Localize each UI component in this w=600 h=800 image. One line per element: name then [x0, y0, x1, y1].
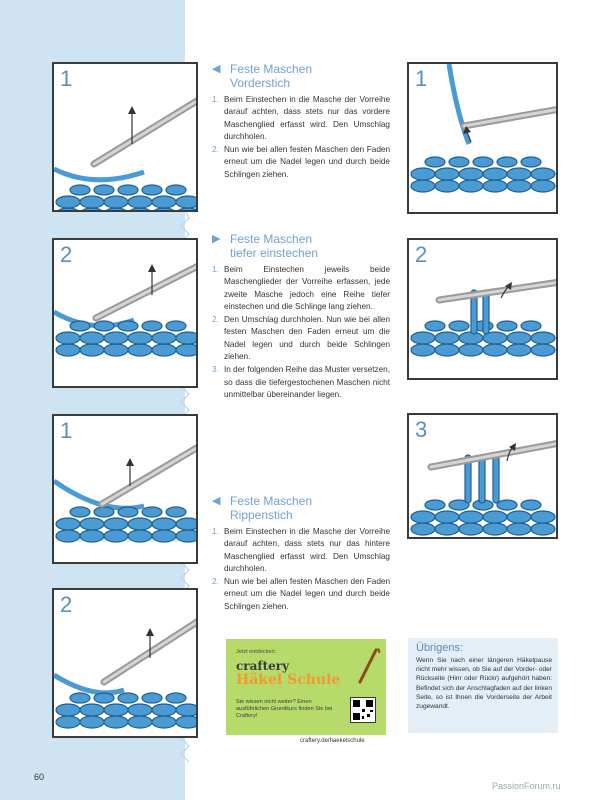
- illustration-panel-right-3: [407, 413, 558, 539]
- list-text: Den Umschlag durchholen. Nun wie bei allen festen Maschen den Faden erneut um die Nadel legen und durch beide Schlingen ziehen.: [224, 315, 390, 362]
- list-number: 2.: [212, 315, 219, 325]
- list-text: Nun wie bei allen festen Maschen den Faden erneut um die Nadel legen und durch beide Schlingen ziehen.: [224, 577, 390, 611]
- step-number: 2: [415, 242, 428, 267]
- list-item: [212, 94, 390, 143]
- list-number: 2.: [212, 145, 219, 155]
- section-title-line-2: Vorderstich: [230, 76, 291, 90]
- list-item: [212, 144, 390, 181]
- section-title: [212, 494, 390, 522]
- list-number: 1.: [212, 95, 219, 104]
- page-number: 60: [34, 772, 45, 782]
- arrow-right-icon: ▶: [212, 233, 221, 245]
- arrow-left-icon: ◀: [212, 63, 221, 75]
- section-rippenstich: [212, 494, 390, 614]
- section-title-line-1: Feste Maschen: [230, 232, 313, 246]
- list-text: Beim Einstechen in die Masche der Vorreihe darauf achten, dass stets nur das vordere Maschenglied erfasst wird. Den Umschlag durchholen.: [224, 95, 390, 141]
- promo-description: Sie wissen nicht weiter? Einen ausführlichen Grundkurs finden Sie bei Craftery!: [236, 699, 333, 719]
- note-title: Übrigens:: [416, 642, 464, 654]
- section-title-line-1: Feste Maschen: [230, 494, 313, 508]
- instruction-list: [212, 264, 390, 401]
- step-number: 1: [415, 66, 428, 91]
- watermark: PassionForum.ru: [492, 781, 561, 791]
- section-title-line-2: Rippenstich: [230, 508, 293, 522]
- step-number: 2: [60, 592, 73, 617]
- section-title: [212, 62, 390, 90]
- section-tiefer-einstechen: [212, 232, 390, 402]
- craftery-promo-box[interactable]: [226, 639, 386, 735]
- crochet-illustration: [54, 416, 198, 564]
- promo-course-title: Häkel Schule: [236, 672, 341, 688]
- section-title-line-2: tiefer einstechen: [230, 246, 319, 260]
- qr-code-icon[interactable]: [350, 697, 376, 723]
- illustration-panel-right-1: [407, 62, 558, 214]
- list-text: Beim Einstechen jeweils beide Maschenglieder der Vorreihe erfassen, jede zweite Masche jedoch eine Reihe tiefer einstechen und die Schlinge lang ziehen.: [224, 265, 390, 311]
- note-text: Wenn Sie nach einer längeren Häkelpause nicht mehr wissen, ob Sie auf der Vorder- oder Rückseite (Hinr oder Rückr) aufgehört haben: Befindet sich der Anschlagfaden auf der linken Seite, so ist Ihnen die Vorderseite der Arbeit zugewandt.: [416, 657, 552, 711]
- list-item: [212, 314, 390, 363]
- instruction-list: [212, 526, 390, 613]
- step-number: 1: [60, 66, 73, 91]
- list-text: Beim Einstechen in die Masche der Vorreihe darauf achten, dass stets nur das hintere Maschenglied erfasst wird. Den Umschlag durchholen.: [224, 527, 390, 573]
- step-number: 3: [415, 417, 428, 442]
- list-number: 3.: [212, 365, 219, 375]
- list-item: [212, 364, 390, 401]
- section-title: [212, 232, 390, 260]
- crochet-illustration: [409, 415, 558, 539]
- crochet-illustration: [54, 64, 198, 212]
- list-number: 1.: [212, 527, 219, 536]
- list-item: [212, 576, 390, 613]
- promo-url-link[interactable]: craftery.de/haekelschule: [300, 738, 365, 744]
- promo-brand: craftery: [236, 659, 290, 673]
- note-box: [408, 638, 558, 733]
- crochet-illustration: [54, 240, 198, 388]
- list-item: [212, 264, 390, 313]
- instruction-list: [212, 94, 390, 181]
- list-text: Nun wie bei allen festen Maschen den Faden erneut um die Nadel legen und durch beide Schlingen ziehen.: [224, 145, 390, 179]
- crochet-illustration: [409, 64, 558, 214]
- arrow-left-icon: ◀: [212, 495, 221, 507]
- section-vorderstich: [212, 62, 390, 182]
- list-number: 1.: [212, 265, 219, 274]
- illustration-panel-rib-2: [52, 588, 198, 738]
- crochet-illustration: [409, 240, 558, 380]
- step-number: 2: [60, 242, 73, 267]
- list-text: In der folgenden Reihe das Muster versetzen, so dass die tiefergestochenen Maschen nicht unmittelbar übereinander liegen.: [224, 365, 390, 399]
- section-title-line-1: Feste Maschen: [230, 62, 313, 76]
- illustration-panel-deep-2: [52, 238, 198, 388]
- step-number: 1: [60, 418, 73, 443]
- crochet-illustration: [54, 590, 198, 738]
- crochet-hook-icon: [354, 644, 382, 684]
- list-number: 2.: [212, 577, 219, 587]
- illustration-panel-rib-1: [52, 414, 198, 564]
- promo-intro: Jetzt entdecken:: [236, 649, 277, 655]
- illustration-panel-right-2: [407, 238, 558, 380]
- illustration-panel-front-1: [52, 62, 198, 212]
- list-item: [212, 526, 390, 575]
